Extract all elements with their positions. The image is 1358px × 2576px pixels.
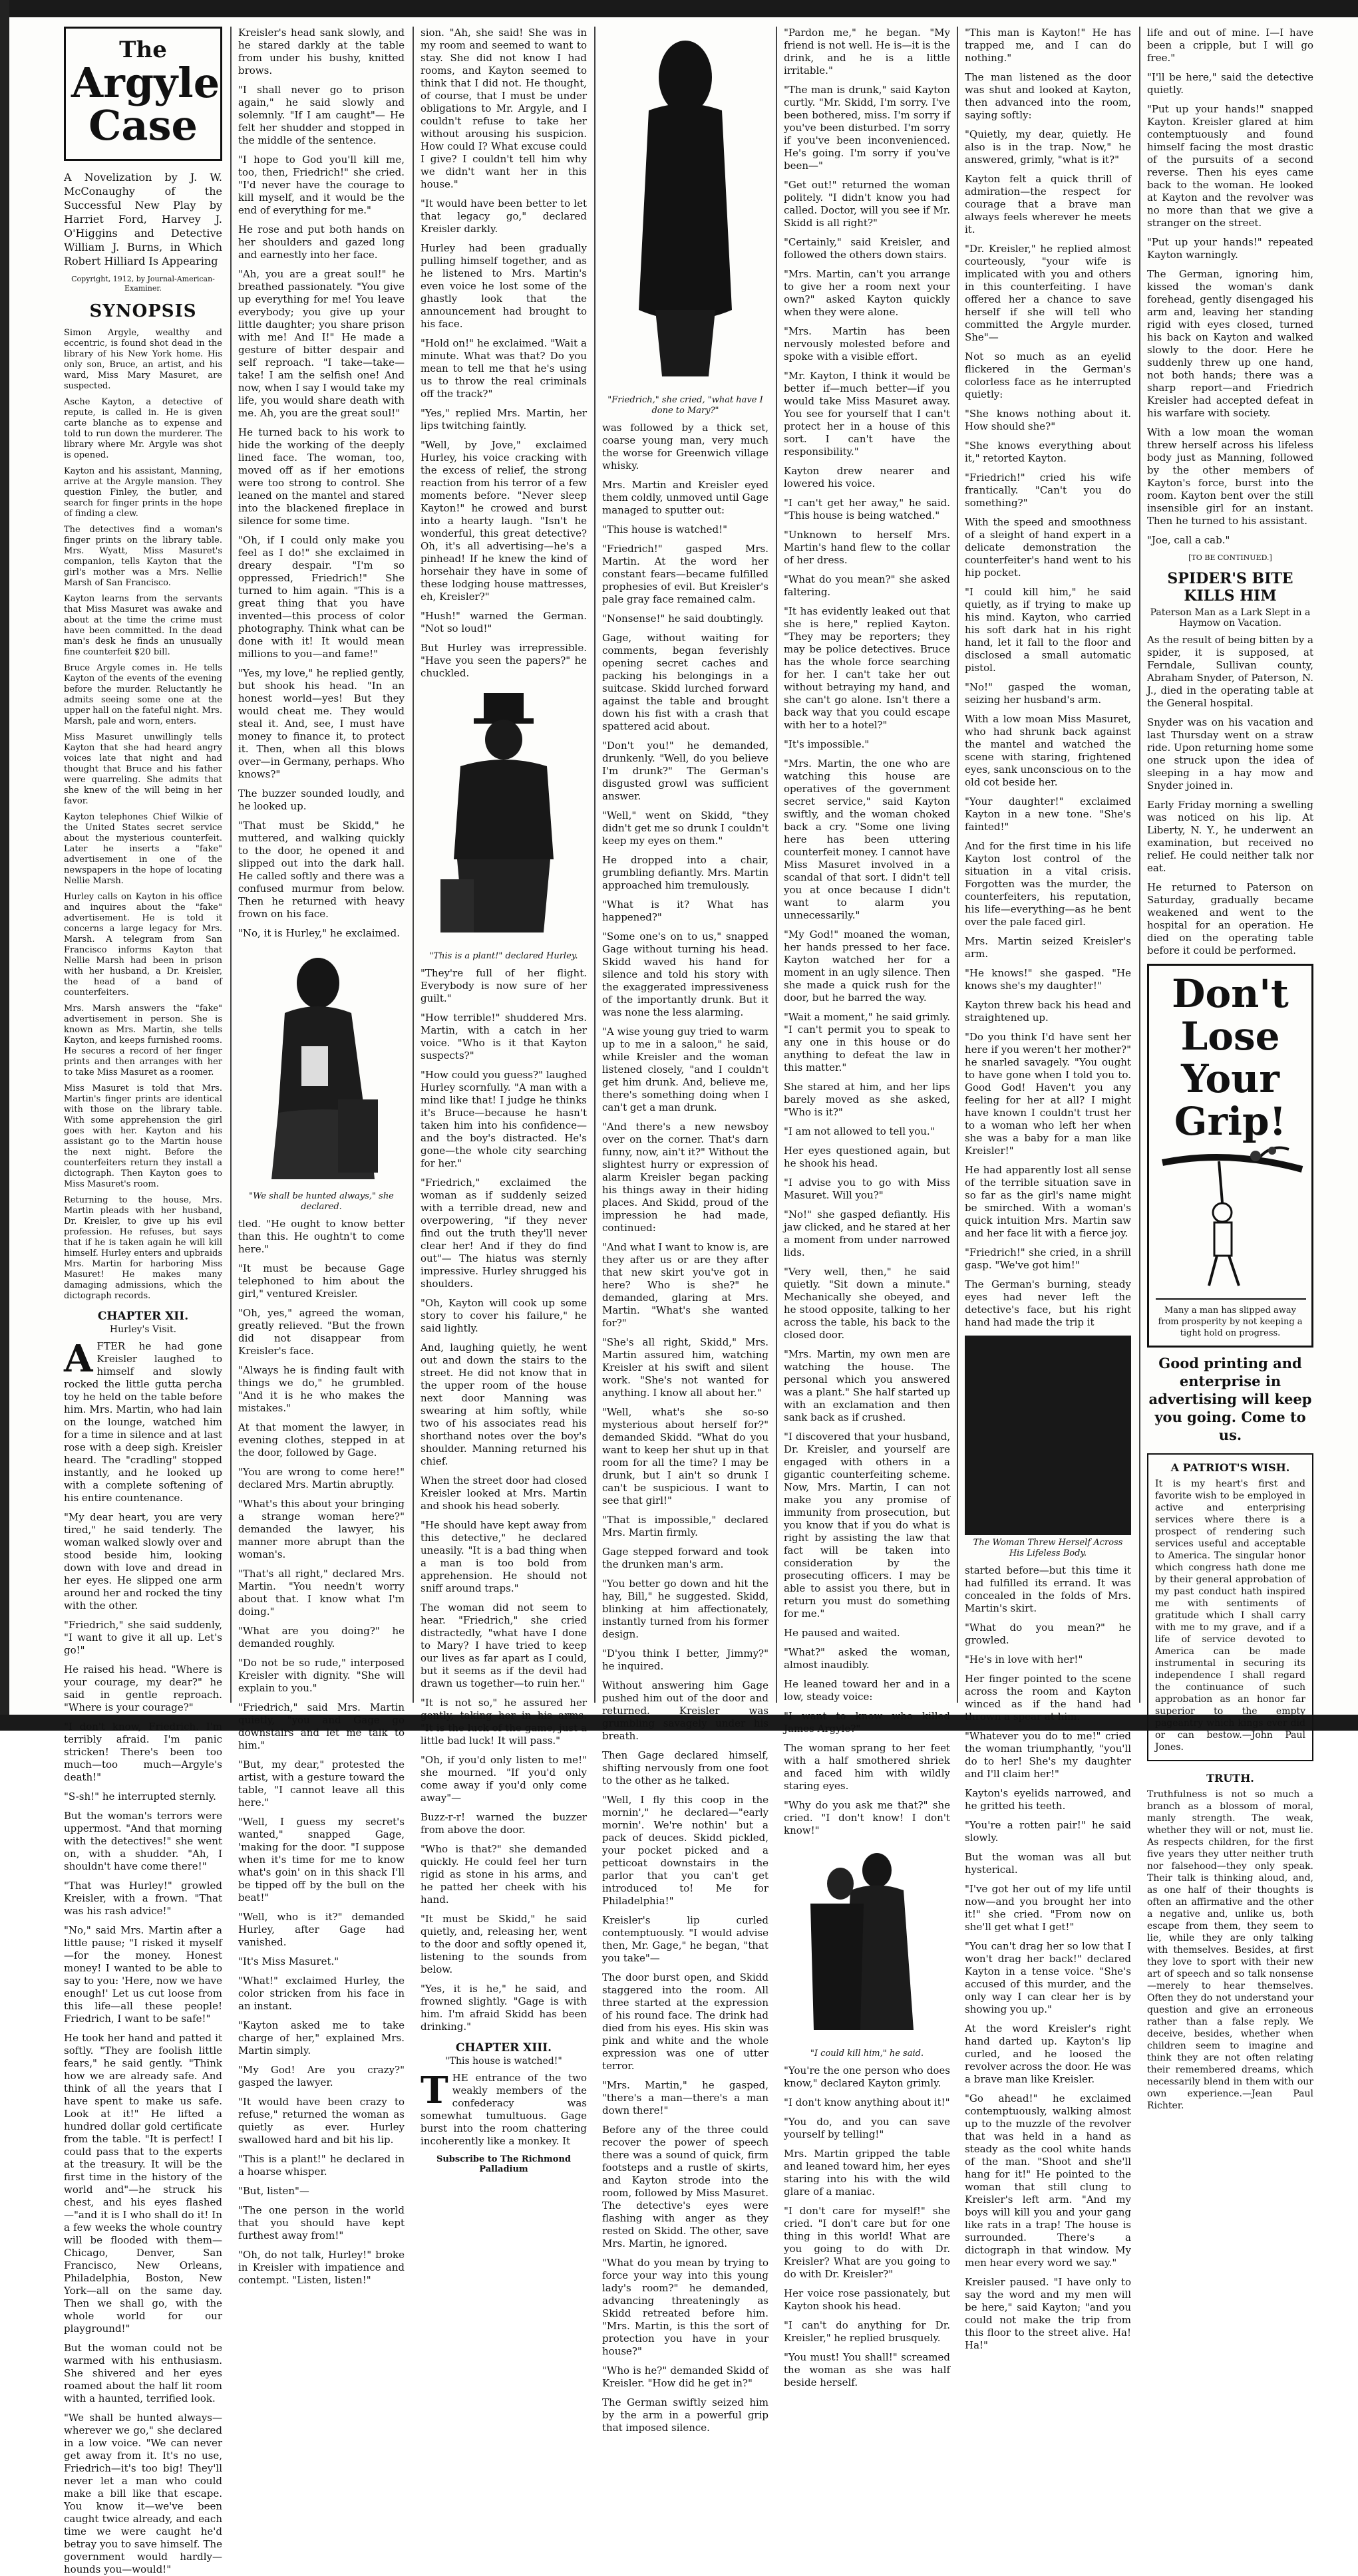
printing-advertisement [1147,964,1313,1348]
story-paragraph: "A wise young guy tried to warm up to me in a saloon," he said, while Kreisler and the woman listened closely, "and I couldn't get him drunk. And, believe me, there's something doing when I can't get a man drunk. [602,1026,768,1113]
patriot-wish-box [1147,1453,1313,1761]
patriot-text: It is my heart's first and favorite wish to be employed in active and enterprising services where there is a prospect of rendering such services useful and acceptable to America. The singular honor which congress hath done me by their general approbation of my past conduct hath inspired me with sentiments of gratitude which I shall carry with me to my grave, and if a life of service devoted to America can be made instrumental in securing its independence I shall regard the continuance of such approbation as an honor far superior to the empty pageantry which kings ever did or can bestow.—John Paul Jones. [1155,1479,1305,1753]
story-paragraph: "I can't do anything for Dr. Kreisler," he replied brusquely. [784,2319,950,2344]
chapter-12-heading: CHAPTER XII. [97,1310,189,1323]
story-paragraph: The woman did not seem to hear. "Friedrich," she cried distractedly, "what have I done to Mary? I have tried to keep our lives as far apart as I could, but it seems as if the devil had drawn us together—to ruin her." [421,1602,587,1689]
story-paragraph: life and out of mine. I—I have been a cripple, but I will go free." [1147,27,1313,64]
story-paragraph: was followed by a thick set, coarse young man, very much the worse for Greenwich village whisky. [602,422,768,472]
story-paragraph: "I don't know, Friedrich. I'm terribly afraid. I'm panic stricken! There's been too much—too much—Argyle's death!" [64,1721,222,1783]
story-paragraph: But Hurley was irrepressible. "Have you seen the papers?" he chuckled. [421,642,587,679]
synopsis-paragraph: Kayton and his assistant, Manning, arrive at the Argyle mansion. They question Finley, the butler, and search for finger prints in the hope of finding a clew. [64,466,222,519]
story-paragraph: Hurley had been gradually pulling himself together, and as he listened to Mrs. Martin's even voice he lost some of the ghastly look that the announcement had brought to his face. [421,242,587,330]
story-paragraph: "Yes, my love," he replied gently, but shook his head. "In an honest world—yes! But they would cheat me. They would steal it. And, see, I must have money to finance it, to protect it. Then, when all this blows over—in Germany, perhaps. Who knows?" [238,667,405,780]
story-paragraph: With a low moan the woman threw herself across his lifeless body just as Manning, followed by the other members of Kayton's force, burst into the room. Kayton bent over the still insensible girl for an instant. Then he turned to his assistant. [1147,426,1313,527]
man-hanging-from-branch-image [1156,1143,1306,1302]
story-paragraph: "It would have been better to let that legacy go," declared Kreisler darkly. [421,198,587,235]
story-paragraph: "Mr. Kayton, I think it would be better if—much better—if you would take Miss Masuret away. You see for yourself that I can't protect her in a house of this sort. I can't have the responsibility." [784,370,950,458]
story-paragraph: "Friedrich!" gasped Mrs. Martin. At the word her constant fears—became fulfilled prophesies of evil. But Kreisler's pale gray face remained calm. [602,543,768,605]
story-paragraph: Kayton felt a quick thrill of admiration—the respect for courage that a brave man always feels wherever he meets it. [965,173,1131,235]
column-3 [421,27,587,2174]
story-paragraph: "That must be Skidd," he muttered, and walking quickly to the door, he opened it and slipped out into the dark hall. He called softly and there was a confused murmur from below. Then he returned with heavy frown on his face. [238,819,405,920]
synopsis-paragraph: Miss Masuret unwillingly tells Kayton that she had heard angry voices late that night and had thought that Bruce and his father were quarreling. She admits that she knew of the will being in her favor. [64,732,222,806]
story-paragraph: The German swiftly seized him by the arm in a powerful grip that imposed silence. [602,2396,768,2434]
story-paragraph: "Wait a moment," he said grimly. "I can't permit you to speak to any one in this house or do anything to defeat the law in this matter." [784,1011,950,1073]
column-rule [776,27,777,1703]
story-paragraph: "No!" gasped the woman, seizing her husband's arm. [965,681,1131,706]
story-paragraph: "Oh, if I could only make you feel as I do!" she exclaimed in dreary despair. "I'm so oppressed, Friedrich!" She turned to him again. "This is a great thing that you have invented—this process of color photography. Think what can be done with it! It would mean millions to you—and fame!" [238,534,405,660]
story-paragraph: "My dear heart, you are very tired," he said tenderly. The woman walked slowly over and stood beside him, looking down with love and dread in her eyes. He slipped one arm around her and rocked the tiny with the other. [64,1511,222,1612]
story-paragraph: "That was Hurley!" growled Kreisler, with a frown. "That was his rash advice!" [64,1880,222,1917]
dark-room-image [965,1336,1131,1535]
story-paragraph: "Kayton asked me to take charge of her," explained Mrs. Martin simply. [238,2019,405,2057]
story-paragraph: "Unknown to herself Mrs. Martin's hand flew to the collar of her dress. [784,529,950,566]
story-paragraph: "You better go down and hit the hay, Bill," he suggested. Skidd, blinking at him affectionately, instantly turned from his former design. [602,1578,768,1640]
story-paragraph: "It's impossible." [784,738,870,750]
story-paragraph: Her eyes questioned again, but he shook his head. [784,1145,950,1169]
story-paragraph: "She knows everything about it," retorted Kayton. [965,440,1131,464]
story-paragraph: "Well, I guess my secret's wanted," snapped Gage, 'making for the door. "I suppose when it's time for me to know what's goin' on in this shack I'll be tipped off by the bull on the beat!" [238,1816,405,1904]
story-paragraph: "Pardon me," he began. "My friend is not well. He is—it is the drink, and he is a little irritable." [784,27,950,76]
story-paragraph: "Mrs. Martin, my own men are watching the house. The personal which you answered was a plant." She half started up with an exclamation and then sank back as if crushed. [784,1348,950,1423]
story-paragraph: At that moment the lawyer, in evening clothes, stepped in at the door, followed by Gage. [238,1421,405,1459]
story-paragraph: "Friedrich!" cried his wife frantically. "Can't you do something?" [965,472,1131,509]
story-paragraph: Kreisler's head sank slowly, and he stared darkly at the table from under his bushy, knitted brows. [238,27,405,76]
story-paragraph: "Friedrich," said Mrs. Martin quietly, "you and Gage go downstairs and let me talk to him." [238,1701,405,1751]
story-paragraph: "No, it is Hurley," he exclaimed. [238,927,401,939]
story-paragraph: "What do you mean?" he growled. [965,1622,1131,1646]
story-paragraph: "I hope to God you'll kill me, too, then, Friedrich!" she cried. "I'd never have the courage to kill myself, and it would be the end of everything for me." [238,154,405,216]
story-paragraph: At the word Kreisler's right hand darted up. Kayton's lip curled, and he loosed the revolver across the door. He was a brave man like Kreisler. [965,2023,1131,2085]
news-paragraph: As the result of being bitten by a spider, it is supposed, at Ferndale, Sullivan county, Abraham Snyder, of Paterson, N. J., died in the operating table at the General hospital. [1147,634,1313,709]
story-paragraph: "It must be because Gage telephoned to him about the girl," ventured Kreisler. [238,1262,405,1300]
story-paragraph: "I am not allowed to tell you." [784,1125,935,1137]
story-paragraph: "Do you think I'd have sent her here if you weren't her mother?" he snarled savagely. "You ought to have gone when I told you to. Good God! Haven't you any feeling for her at all? I might have known I couldn't trust her to a woman who left her when she was a baby for a man like Kreisler!" [965,1031,1131,1157]
story-paragraph: "Friedrich," exclaimed the woman as if suddenly seized with a terrible dread, new and overpowering, "if they never find out the truth they'll never clear her! And if they do find out"— The hiatus was sternly impressive. Hurley shrugged his shoulders. [421,1177,587,1290]
subscribe-note: Subscribe to The Richmond Palladium [436,2154,572,2174]
story-paragraph: "Do not be so rude," interposed Kreisler with dignity. "She will explain to you." [238,1657,405,1694]
illustration-silhouette [602,31,768,416]
story-paragraph: Mrs. Martin and Kreisler eyed them coldly, unmoved until Gage managed to sputter out: [602,479,768,516]
story-paragraph: "That is impossible," declared Mrs. Martin firmly. [602,1514,768,1538]
story-paragraph: "What do you mean?" she asked faltering. [784,573,950,598]
truth-title: TRUTH. [1206,1772,1254,1785]
story-paragraph: Her voice rose passionately, but Kayton shook his head. [784,2287,950,2312]
story-paragraph: "Hush!" warned the German. "Not so loud!" [421,610,587,635]
story-paragraph: "Friedrich!" she cried, in a shrill gasp. "We've got him!" [965,1246,1131,1271]
story-paragraph: "No!" she gasped defiantly. His jaw clicked, and he stared at her a moment from under narrowed lids. [784,1209,950,1258]
story-paragraph: "You must! You shall!" screamed the woman as she was half beside herself. [784,2351,950,2388]
synopsis-paragraph: The detectives find a woman's finger prints on the library table. Mrs. Wyatt, Miss Masuret's companion, tells Kayton that the girl's mother was a Mrs. Nellie Marsh of San Francisco. [64,525,222,588]
chapter-13-first-paragraph: HE entrance of the two weakly members of the confederacy was somewhat tumultuous. Gage burst into the room chattering incoherently like a monkey. It [421,2072,587,2147]
drop-cap: A [64,1337,93,1381]
column-2 [238,27,405,2286]
story-paragraph: He leaned toward her and in a low, steady voice: [784,1678,950,1703]
story-paragraph: "How terrible!" shuddered Mrs. Martin, with a catch in her voice. "Who is it that Kayton suspects?" [421,1012,587,1062]
silhouette-figure-image [602,31,768,390]
story-paragraph: "She knows nothing about it. How should she?" [965,408,1131,432]
story-paragraph: "It must be Skidd," he said quietly, and, releasing her, went to the door and softly opened it, listening to the sounds from below. [421,1913,587,1975]
story-paragraph: "Well," went on Skidd, "they didn't get me so drunk I couldn't keep my eyes on them." [602,809,768,847]
story-paragraph: "You're a rotten pair!" he said slowly. [965,1819,1131,1844]
story-paragraph: Mrs. Martin gripped the table and leaned toward him, her eyes staring into his with the wild glare of a maniac. [784,2148,950,2198]
story-paragraph: "My God! Are you crazy?" gasped the lawyer. [238,2064,405,2088]
story-paragraph: The woman sprang to her feet with a half smothered shriek and faced him with wildly staring eyes. [784,1742,950,1792]
figure-caption: "This is a plant!" declared Hurley. [429,951,578,961]
story-paragraph: "You are wrong to come here!" declared Mrs. Martin abruptly. [238,1466,405,1491]
column-rule [594,27,595,1703]
serial-copyright: Copyright, 1912, by Journal-American-Examiner. [71,275,215,293]
story-paragraph: Mrs. Martin seized Kreisler's arm. [965,935,1131,960]
story-paragraph: "Mrs. Martin, the one who are watching this house are operatives of the government secret service," said Kayton swiftly, and the woman choked back a cry. "Some one living here has been uttering counterfeit money. I cannot have Miss Masuret involved in a scandal of that sort. I didn't tell you at once because I didn't want to alarm you unnecessarily." [784,758,950,921]
story-paragraph: He turned back to his work to hide the working of the deeply lined face. The woman, too, moved off as if her emotions were too strong to control. She leaned on the mantel and stared into the blackened fireplace in silence for some time. [238,426,405,527]
story-paragraph: Kayton threw back his head and straightened up. [965,999,1131,1024]
serial-title-box [64,27,222,161]
story-paragraph: Gage stepped forward and took the drunken man's arm. [602,1546,768,1570]
synopsis-paragraph: Kayton learns from the servants that Miss Masuret was awake and about at the time the crime must have been committed. In the dead man's desk he finds an unusually fine counterfeit $20 bill. [64,594,222,657]
story-paragraph: "They're full of her flight. Everybody is now sure of her guilt." [421,967,587,1004]
column-4 [602,27,768,2434]
synopsis [64,328,222,1302]
column-rule [413,27,414,1703]
story-paragraph: "The one person in the world that you should have kept furthest away from!" [238,2204,405,2241]
story-paragraph: And, laughing quietly, he went out and down the stairs to the street. He did not know that in the upper room of the house next door Manning was swearing at him softly, while two of his associates read his shorthand notes over the boy's shoulder. Manning returned his chief. [421,1342,587,1467]
serial-byline: A Novelization by J. W. McConaughy of the Successful New Play by Harriet Ford, Harvey J. O'Higgins and Detective William J. Burns, in Which Robert Hilliard Is Appearing [64,171,222,267]
chapter-13-opening [421,2069,587,2148]
story-paragraph: "This man is Kayton!" He has trapped me, and I can do nothing." [965,27,1131,64]
ad-tagline: Good printing and enterprise in advertising will keep you going. Come to us. [1148,1355,1312,1443]
synopsis-heading: SYNOPSIS [89,301,197,321]
story-paragraph: "My God!" moaned the woman, her hands pressed to her face. Kayton watched her for a moment in an ugly silence. Then she made a quick rush for the door, but he barred the way. [784,929,950,1004]
chapter-13-subheading: "This house is watched!" [445,2056,562,2067]
illustration-hurley [421,686,587,962]
illustration-woman-seated [238,946,405,1213]
story-paragraph: "I don't care for myself!" she cried. "I don't care but for one thing in this world! What are you going to do with Dr. Kreisler? What are you going to do with Dr. Kreisler?" [784,2205,950,2280]
story-paragraph: "He should have kept away from this detective," he declared uneasily. "It is a bad thing when a man is too bold from apprehension. He should not sniff around traps." [421,1519,587,1594]
story-paragraph: Before any of the three could recover the power of speech there was a sound of quick, firm footsteps and a rustle of skirts, and Kayton strode into the room, followed by Miss Masuret. The detective's eyes were flashing with anger as they rested on Skidd. The other, save Mrs. Martin, he ignored. [602,2124,768,2249]
news-paragraph: He returned to Paterson on Saturday, gradually became weakened and went to the hospital for an operation. He died on the operating table before it could be performed. [1147,881,1313,956]
story-paragraph: "What!" exclaimed Hurley, the color stricken from his face in an instant. [238,1975,405,2012]
story-paragraph: "And there's a new newsboy over on the corner. That's darn funny, now, ain't it?" Without the slightest hurry or expression of alarm Kreisler began packing his things away in their hiding places. And Skidd, proud of the impression he had made, continued: [602,1121,768,1234]
story-paragraph: "Dr. Kreisler," he replied almost courteously, "your wife is implicated with you and others in this counterfeiting. I have offered her a chance to save herself if she will tell who committed the Argyle murder. She"— [965,243,1131,343]
story-paragraph: "No," said Mrs. Martin after a little pause; "I risked it myself—for the money. Honest money! I wanted to be able to say to you: 'Here, now we have enough!' Let us cut loose from this life—all these people! Friedrich, I want to be safe!" [64,1924,222,2025]
story-paragraph: "Ah, you are a great soul!" he breathed passionately. "You give up everything for me! You leave everybody; you give up your little daughter; you share prison with me! And I!" He made a gesture of bitter despair and self reproach. "I take—take—take! I am the selfish one! And now, when I say I would take my life, you would share death with me. Ah, you are the great soul!" [238,268,405,419]
chapter-12-subheading: Hurley's Visit. [109,1324,177,1335]
column-5 [784,27,950,2388]
ad-title: Don't Lose Your Grip! [1172,971,1289,1144]
story-paragraph: "That's all right," declared Mrs. Martin. "You needn't worry about that. I know what I'm doing." [238,1568,405,1618]
story-paragraph: "Nonsense!" he said doubtingly. [602,613,764,625]
story-paragraph: "Some one's on to us," snapped Gage without turning his head. Skidd waved his hand for silence and told his story with the exaggerated impressiveness of the importantly drunk. But it was none the less alarming. [602,930,768,1018]
hurley-figure-image [421,686,587,946]
story-paragraph: started before—but this time it had fulfilled its errand. It was concealed in the folds of Mrs. Martin's skirt. [965,1564,1131,1614]
story-paragraph: Kreisler's lip curled contemptuously. "I would advise then, Mr. Gage," he began, "that you take"— [602,1914,768,1964]
story-paragraph: The door burst open, and Skidd staggered into the room. All three started at the expression of his round face. The drink had died from his eyes. His skin was pink and white and the whole expression was one of utter terror. [602,1971,768,2072]
story-paragraph: When the street door had closed Kreisler looked at Mrs. Martin and shook his head soberly. [421,1475,587,1512]
story-paragraph: "You can't drag her so low that I won't drag her back!" declared Kayton in a tense voice. "She's accused of this murder, and the only way I can clear her is by showing you up." [965,1940,1131,2015]
story-paragraph: He rose and put both hands on her shoulders and gazed long and earnestly into her face. [238,223,405,261]
story-paragraph: "Why do you ask me that?" she cried. "I don't know! I don't know!" [784,1799,950,1836]
story-paragraph: He paused and waited. [784,1627,900,1639]
story-paragraph: "Yes," replied Mrs. Martin, her lips twitching faintly. [421,407,587,432]
story-paragraph: "Friedrich," she said suddenly, "I want to give it all up. Let's go!" [64,1619,222,1656]
story-paragraph: "It has evidently leaked out that she is here," replied Kayton. "They may be reporters; they may be police detectives. Bruce has the whole force searching for her. I can't take her out without betraying my hand, and she can't go alone. Isn't there a back way that you could escape with her to a hotel?" [784,605,950,731]
story-paragraph: "Well, by Jove," exclaimed Hurley, his voice cracking with the excess of relief, the strong reaction from his terror of a few moments before. "Never sleep Kayton!" he crowed and burst into a hearty laugh. "Isn't he wonderful, this great detective? Oh, it's all advertising—he's a pinhead! If he knew the kind of horsehair they have in some of these lodging house mattresses, eh, Kreisler?" [421,439,587,603]
story-paragraph: But the woman was all but hysterical. [965,1851,1131,1876]
story-paragraph: "I can't get her away," he said. "This house is being watched." [784,497,950,521]
column-6 [965,27,1131,2351]
illustration-dark-room [965,1336,1131,1559]
story-paragraph: "Certainly," said Kreisler, and followed the others down stairs. [784,236,950,261]
story-paragraph: sion. "Ah, she said! She was in my room and seemed to want to stay. She did not know I had rooms, and Kayton seemed to think that I did not. He thought, of course, that I must be under obligations to Mr. Argyle, and I couldn't refuse to take her without arousing his suspicion. How could I? What excuse could I give? I couldn't tell him why we didn't want her in this house." [421,27,587,190]
story-paragraph: "What are you doing?" he demanded roughly. [238,1625,405,1649]
story-paragraph: "Joe, call a cab." [1147,534,1230,546]
story-paragraph: "Who is that?" she demanded quickly. He could feel her turn rigid as stone in his arms, and he patted her cheek with his hand. [421,1843,587,1906]
story-paragraph: "How could you guess?" laughed Hurley scornfully. "A man with a mind like that! I judge he thinks it's Bruce—because he hasn't taken him into his confidence—and the boy's distracted. He's gone—the whole city searching for her." [421,1069,587,1169]
story-paragraph: "I could kill him," he said quietly, as if trying to make up his mind. Kayton, who carried his soft dark hat in his right hand, let it fall to the floor and disclosed a small automatic pistol. [965,586,1131,674]
story-paragraph: But the woman's terrors were uppermost. "And that morning with the detectives!" she went on, with a shudder. "Ah, I shouldn't have come there!" [64,1810,222,1872]
synopsis-paragraph: Hurley calls on Kayton in his office and inquires about the "fake" advertisement. He is told it concerns a large legacy for Mrs. Marsh. A telegram from San Francisco informs Kayton that Nellie Marsh had been in prison with her husband, a Dr. Kreisler, the head of a band of counterfeiters. [64,892,222,998]
story-paragraph: "Go ahead!" he exclaimed contemptuously, walking almost up to the muzzle of the revolver that was held in a hand as steady as the cool white hands of the man. "Shoot and she'll hang for it!" He pointed to the woman that still clung to Kreisler's left arm. "And my boys will kill you and your gang like rats in a trap! The house is surrounded. There's a dictograph in that window. My men hear every word we say." [965,2092,1131,2269]
news-paragraph: Early Friday morning a swelling was noticed on his lip. At Liberty, N. Y., he underwent an examination, but received no relief. He could neither talk nor eat. [1147,799,1313,874]
to-be-continued: [TO BE CONTINUED.] [1188,553,1272,562]
story-paragraph: "I discovered that your husband, Dr. Kreisler, and yourself are engaged with others in a gigantic counterfeiting scheme. Now, Mrs. Martin, I can not make you any promise of immunity from prosecution, but you know that if you do what is right by assisting the law that fact will be taken into consideration by the prosecuting officers. I may be able to assist you there, but in return you must do something for me." [784,1431,950,1620]
story-paragraph: Kayton drew nearer and lowered his voice. [784,465,950,490]
story-paragraph: "You do, and you can save yourself by telling!" [784,2116,950,2140]
story-paragraph: "Mrs. Martin has been nervously molested before and spoke with a visible effort. [784,325,950,362]
story-paragraph: "I've got her out of my life until now—and you brought her into it!" she cried. "From now on she'll get what I get!" [965,1883,1131,1933]
news-paragraph: Snyder was on his vacation and last Thursday went on a straw ride. Upon returning home some one struck upon the idea of sleeping in a hay mow and Snyder joined in. [1147,716,1313,791]
column-7 [1147,27,1313,2111]
story-paragraph: "What do you mean by trying to force your way into this young lady's room?" he demanded, advancing threateningly as Skidd retreated before him. "Mrs. Martin, is this the sort of protection you have in your house?" [602,2257,768,2357]
story-paragraph: "It would have been crazy to refuse," returned the woman as quietly as ever. Hurley swallowed hard and bit his lip. [238,2096,405,2146]
story-paragraph: "Oh, if you'd only listen to me!" she mourned. "If you'd only come away if you'd only come away"— [421,1754,587,1804]
synopsis-paragraph: Miss Masuret is told that Mrs. Martin's finger prints are identical with those on the library table. With some apprehension the girl goes with her. Kayton and his assistant go to the Martin house the next night. Before the counterfeiters return they install a dictograph. Then Kayton goes to Miss Masuret's room. [64,1083,222,1189]
story-paragraph: "The man is drunk," said Kayton curtly. "Mr. Skidd, I'm sorry. I've been bothered, miss. I'm sorry if you've been disturbed. I'm sorry if you've been inconvenienced. He's going. I'm sorry if you've been—" [784,84,950,172]
story-paragraph: Not so much as an eyelid flickered in the German's colorless face as he interrupted quietly: [965,351,1131,400]
synopsis-paragraph: Returning to the house, Mrs. Martin pleads with her husband, Dr. Kreisler, to give up his evil profession. He refuses, but says that if he is taken again he will kill himself. Hurley enters and upbraids Mrs. Martin for harboring Miss Masuret! He makes many damaging admissions, which the dictograph records. [64,1195,222,1301]
column-rule [957,27,958,1703]
story-paragraph: "But, my dear," protested the artist, with a gesture toward the table, "I cannot leave all this here." [238,1759,405,1808]
story-paragraph: "Don't you!" he demanded, drunkenly. "Well, do you believe I'm drunk?" The German's disgusted growl was sufficient answer. [602,740,768,802]
story-paragraph: He raised his head. "Where is your courage, my dear?" he said in gentle reproach. "Where is your courage?" [64,1663,222,1713]
story-paragraph: "I want to know who killed James Argyle?" [784,1710,950,1735]
story-paragraph: "Very well, then," he said quietly. "Sit down a minute." Mechanically she obeyed, and he stood opposite, talking to her across the table, his back to the closed door. [784,1266,950,1341]
story-paragraph: The German, ignoring him, kissed the woman's dank forehead, gently disengaged his arm and, leaving her standing rigid with eyes closed, turned his back on Kayton and walked slowly to the door. Here he suddenly threw up one hand, not both hands; there was a sharp report—and Friedrich Kreisler had accepted defeat in his warfare with society. [1147,268,1313,419]
figure-caption: "We shall be hunted always," she declared. [249,1191,394,1212]
story-paragraph: "He's in love with her!" [965,1653,1083,1665]
column-1 [64,27,222,2575]
story-paragraph: He had apparently lost all sense of the terrible situation save in so far as the girl's name might be smirched. With a woman's quick intuition Mrs. Martin saw and her face lit with a fierce joy. [965,1164,1131,1239]
story-paragraph: Without answering him Gage pushed him out of the door and returned. Kreisler was grumbling savagely under his breath. [602,1679,768,1742]
story-paragraph: "This is a plant!" he declared in a hoarse whisper. [238,2153,405,2178]
column-rule [1139,27,1140,1703]
story-paragraph: "We shall be hunted always—wherever we go," she declared in a low voice. "We can never get away from it. It's no use, Friedrich—it's too big! They'll never let a man who could make a bill like that escape. You know it—we've been caught twice already, and each time we were caught he'd betray you to save himself. The government would hardly—hounds you—would!" [64,2412,222,2575]
story-paragraph: Kreisler paused. "I have only to say the word and my men will be here," said Kayton; "and you could not make the trip from this floor to the street alive. Ha! Ha!" [965,2276,1131,2351]
story-paragraph: "Always he is finding fault with things we do," he grumbled. "And it is he who makes the mistakes." [238,1364,405,1414]
story-paragraph: The German's burning, steady eyes had never left the detective's face, but his right hand had made the trip it [965,1278,1131,1328]
woman-figure-image [238,946,405,1186]
chapter-13-heading: CHAPTER XIII. [455,2041,552,2055]
story-paragraph: "Mrs. Martin," he gasped, "there's a man—there's a man down there!" [602,2079,768,2116]
story-paragraph: "Hold on!" he exclaimed. "Wait a minute. What was that? Do you mean to tell me that he's using us to throw the real criminals off the track?" [421,337,587,400]
synopsis-paragraph: Bruce Argyle comes in. He tells Kayton of the events of the evening before the murder. Reluctantly he admits seeing some one at the upper hall on the fateful night. Mrs. Marsh, pale and worn, enters. [64,663,222,726]
story-paragraph: "I'll be here," said the detective quietly. [1147,71,1313,96]
story-paragraph: "Well, what's she so-so mysterious about herself for?" demanded Skidd. "What do you want to keep her shut up in that room for all the time? I may be drunk, but I ain't so drunk I can't be suspicious. I want to see that girl!" [602,1406,768,1506]
title-the: The [119,37,167,63]
story-paragraph: "Quietly, my dear, quietly. He also is in the trap. Now," he answered, grimly, "what is it?" [965,128,1131,166]
ad-caption: Many a man has slipped away from prosperity by not keeping a tight hold on progress. [1158,1306,1303,1338]
story-paragraph: With the speed and smoothness of a sleight of hand expert in a delicate demonstration the counterfeiter's hand went to his hip pocket. [965,516,1131,579]
story-paragraph: "Oh, yes," agreed the woman, greatly relieved. "But the frown did not disappear from Kreisler's face. [238,1307,405,1357]
story-paragraph: "Whatever you do to me!" cried the woman triumphantly, "you'll do to her! She's my daughter and I'll claim her!" [965,1730,1131,1780]
story-paragraph: "I don't know anything about it!" [784,2096,950,2108]
title-name: Argyle Case [71,59,220,150]
story-paragraph: "It's Miss Masuret." [238,1955,339,1967]
scan-edge-left [0,0,9,1731]
story-paragraph: tled. "He ought to know better than this. He oughtn't to come here." [238,1218,405,1255]
story-paragraph: "Your daughter!" exclaimed Kayton in a new tone. "She's fainted!" [965,795,1131,833]
story-paragraph: "Get out!" returned the woman politely. "I didn't know you had called. Doctor, will you see if Mr. Skidd is all right?" [784,179,950,229]
chapter-12-opening [64,1337,222,1504]
story-paragraph: "This house is watched!" [602,523,728,535]
story-paragraph: "S-sh!" he interrupted sternly. [64,1790,216,1802]
story-paragraph: "Oh, do not talk, Hurley!" broke in Kreisler with impatience and contempt. "Listen, listen!" [238,2249,405,2286]
story-paragraph: "It is not so," he assured her gently, taking her in his arms. "It is the luck of the game, just a little bad luck! It will pass." [421,1697,587,1747]
story-paragraph: "Who is he?" demanded Skidd of Kreisler. "How did he get in?" [602,2364,768,2389]
story-paragraph: "Yes, it is he," he said, and frowned slightly. "Gage is with him. I'm afraid Skidd has been drinking." [421,1983,587,2033]
story-paragraph: "Put up your hands!" repeated Kayton warningly. [1147,236,1313,261]
story-paragraph: Her finger pointed to the scene across the room and Kayton winced as if the hand had thrown a spear at him. [965,1673,1131,1723]
story-paragraph: "Well, who is it?" demanded Hurley, after Gage had vanished. [238,1911,405,1948]
synopsis-paragraph: Kayton telephones Chief Wilkie of the United States secret service about the mysterious counterfeit. Later he inserts a "fake" advertisement in one of the newspapers in the hope of locating Nellie Marsh. [64,812,222,886]
synopsis-paragraph: Simon Argyle, wealthy and eccentric, is found shot dead in the library of his New York home. His only son, Bruce, an artist, and his ward, Miss Mary Masuret, are suspected. [64,328,222,391]
chapter-12-first-paragraph: FTER he had gone Kreisler laughed to himself and slowly rocked the little gutta percha toy he held on the table before him. Mrs. Martin, who had lain on the lounge, watched him for a time in silence and at last rose with a deep sigh. Kreisler heard. The "cradling" stopped instantly, and he looked up with a complete softening of his entire countenance. [64,1340,222,1504]
story-paragraph: "What?" asked the woman, almost inaudibly. [784,1646,950,1671]
synopsis-paragraph: Mrs. Marsh answers the "fake" advertisement in person. She is known as Mrs. Martin, she tells Kayton, and keeps furnished rooms. He secures a record of her finger prints and then arranges with her to take Miss Masuret as a roomer. [64,1004,222,1077]
story-paragraph: But the woman could not be warmed with his enthusiasm. She shivered and her eyes roamed about the half lit room with a haunted, terrified look. [64,2342,222,2404]
drop-cap: T [421,2069,448,2112]
illustration-couple [784,1844,950,2059]
story-paragraph: Then Gage declared himself, shifting nervously from one foot to the other as he talked. [602,1749,768,1787]
story-paragraph: "But, listen"— [238,2185,309,2197]
story-paragraph: The buzzer sounded loudly, and he looked up. [238,787,405,812]
story-paragraph: "I shall never go to prison again," he said slowly and solemnly. "If I am caught"— He felt her shudder and stopped in the middle of the sentence. [238,84,405,146]
scan-edge-top [0,0,1358,17]
story-paragraph: "D'you think I better, Jimmy?" he inquired. [602,1647,768,1672]
spider-headline: SPIDER'S BITE KILLS HIM [1167,570,1293,605]
figure-caption: "I could kill him," he said. [810,2049,924,2059]
story-paragraph: With a low moan Miss Masuret, who had shrunk back against the mantel and watched the scene with staring, frightened eyes, sank unconscious on to the old cot beside her. [965,713,1131,788]
couple-figure-image [784,1844,950,2043]
figure-caption: The Woman Threw Herself Across His Lifeless Body. [973,1538,1123,1558]
story-paragraph: "You're the one person who does know," declared Kayton grimly. [784,2065,950,2089]
story-paragraph: Buzz-r-r! warned the buzzer from above the door. [421,1811,587,1836]
synopsis-paragraph: Asche Kayton, a detective of repute, is called in. He is given carte blanche as to expense and told to run down the murderer. The library where Mr. Argyle was shot is opened. [64,397,222,460]
truth-section [1147,1772,1313,2112]
story-paragraph: "She's all right, Skidd," Mrs. Martin assured him, watching Kreisler at his swift and silent work. "She's not wanted for anything. I know all about her." [602,1336,768,1399]
story-paragraph: "He knows!" she gasped. "He knows she's my daughter!" [965,967,1131,992]
story-paragraph: She stared at him, and her lips barely moved as she asked, "Who is it?" [784,1081,950,1118]
column-rule [230,27,232,1703]
story-paragraph: "What's this about your bringing a strange woman here?" demanded the lawyer, his manner more abrupt than the woman's. [238,1498,405,1560]
story-paragraph: The man listened as the door was shut and looked at Kayton, then advanced into the room, saying softly: [965,71,1131,121]
story-paragraph: And for the first time in his life Kayton lost control of the situation in a vital crisis. Forgotten was the murder, the counterfeiters, his reputation, his life—everything—as he bent over the pale faced girl. [965,840,1131,928]
story-paragraph: He took her hand and patted it softly. "They are foolish little fears," he said gently. "Think how we are already safe. And think of all the years that I have spent to make us safe. Look at it!" He lifted a hundred dollar gold certificate from the table. "It is perfect! I could pass that to the experts at the treasury. It will be the first time in the history of the world and"—he struck his chest, and his eyes flashed—"and it is I who shall do it! In a few weeks the whole country will be flooded with them—Chicago, Denver, San Francisco, New Orleans, Philadelphia, Boston, New York—all on the same day. Then we shall go, with the whole world for our playground!" [64,2032,222,2335]
story-paragraph: Gage, without waiting for comments, began feverishly opening secret caches and packing his belongings in a suitcase. Skidd lurched forward against the table and brought down his fist with a crash that spattered acid about. [602,632,768,732]
patriot-title: A PATRIOT'S WISH. [1170,1461,1290,1474]
spider-subheadline: Paterson Man as a Lark Slept in a Haymow on Vacation. [1150,607,1311,629]
story-paragraph: Kayton's eyelids narrowed, and he gritted his teeth. [965,1787,1131,1812]
story-paragraph: "Well, I fly this coop in the mornin'," he declared—"early mornin'. We're nothin' but a pack of deuces. Skidd pickled, your pocket picked and a petticoat downstairs in the parlor that you can't get introduced to! Me for Philadelphia!" [602,1794,768,1907]
story-paragraph: "What is it? What has happened?" [602,899,768,923]
story-paragraph: "Mrs. Martin, can't you arrange to give her a room next your own?" asked Kayton quickly when they were alone. [784,268,950,318]
truth-text: Truthfulness is not so much a branch as a blossom of moral, manly strength. The weak, whether they will or not, must lie. As respects children, for the first five years they utter neither truth nor falsehood—they only speak. Their talk is thinking aloud, and, as one half of their thoughts is often an affirmative and the other a negative and, unlike us, both escape from them, they seem to lie, while they are only talking with themselves. Besides, at first they love to sport with their new art of speech and so talk nonsense—merely to hear themselves. Often they do not understand your question and give an erroneous rather than a false reply. We deceive, besides, whether when children seem to imagine and think they are not often relating their remembered dreams, which necessarily blend in them with our own experience.—Jean Paul Richter. [1147,1789,1313,2111]
story-paragraph: "I advise you to go with Miss Masuret. Will you?" [784,1177,950,1201]
story-paragraph: "Oh, Kayton will cook up some story to cover his failure," he said lightly. [421,1297,587,1334]
story-paragraph: "Put up your hands!" snapped Kayton. Kreisler glared at him contemptuously and found himself facing the most drastic of the pursuits of a second reverse. Then his eyes came back to the woman. He looked at Kayton and the revolver was no more than that we give a stranger on the street. [1147,103,1313,229]
story-paragraph: He dropped into a chair, grumbling defiantly. Mrs. Martin approached him tremulously. [602,854,768,891]
story-paragraph: "And what I want to know is, are they after us or are they after that new skirt you've got in here? Who is she?" he demanded, glaring at Mrs. Martin. "What's she wanted for?" [602,1241,768,1329]
figure-caption: "Friedrich," she cried, "what have I done to Mary?" [607,395,763,416]
